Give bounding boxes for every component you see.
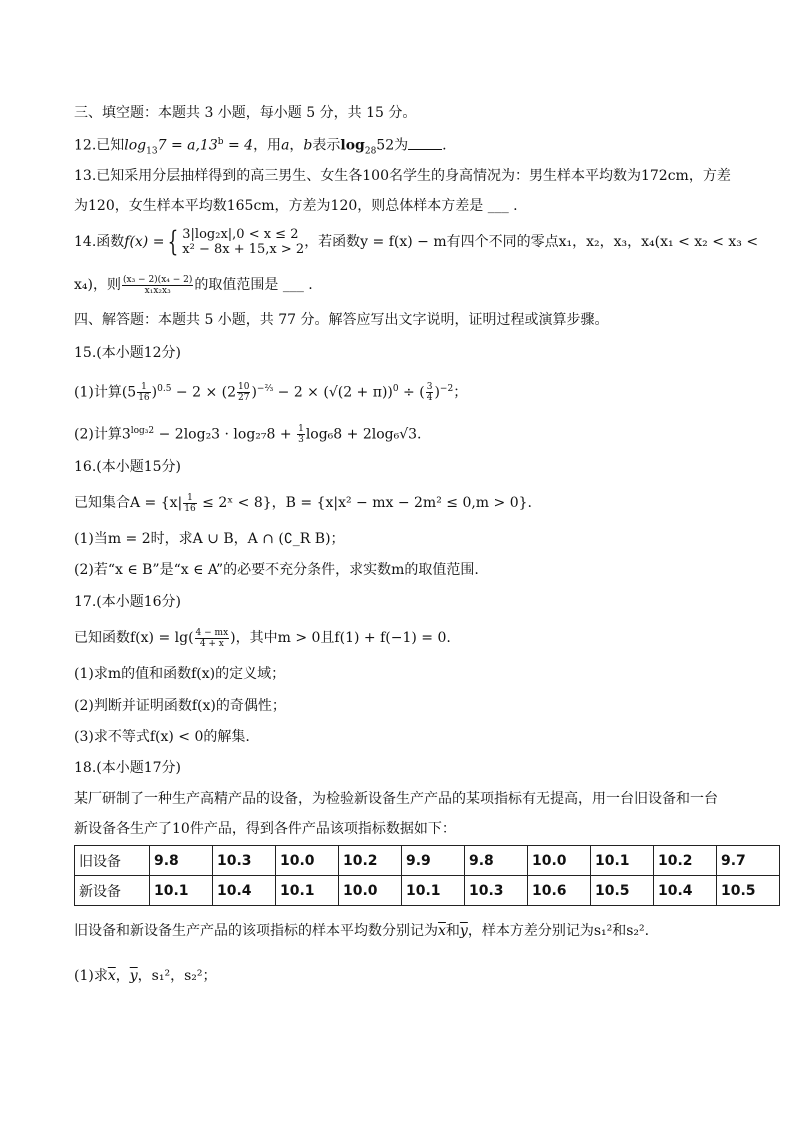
question-18-part-1 — [74, 966, 217, 986]
q12-math: = 4 — [223, 137, 254, 154]
table-cell: 10.5 — [717, 876, 780, 906]
q12-text: 表示 — [312, 137, 341, 154]
q12-math: log — [124, 137, 147, 154]
q18-text: 某厂研制了一种生产高精产品的设备，为检验新设备生产产品的某项指标有无提高，用一台旧设备和一台 — [74, 791, 718, 807]
mean-y: $\overline{y}$ — [129, 968, 138, 984]
question-17-part-3 — [74, 727, 250, 747]
q15-text: ) — [151, 384, 158, 401]
question-12 — [74, 132, 447, 161]
question-17-part-1 — [74, 664, 285, 684]
table-cell: 9.9 — [402, 846, 465, 876]
exponent: log₃2 — [130, 426, 155, 436]
question-number: 12. — [74, 137, 97, 154]
fraction — [195, 628, 230, 649]
denominator: 16 — [138, 393, 150, 404]
table-cell: 10.2 — [654, 846, 717, 876]
q17-title: 17.(本小题16分) — [74, 594, 182, 610]
case-1: 3|log₂x|,0 < x ≤ 2 — [182, 227, 299, 242]
fraction — [137, 382, 150, 403]
q17-text: (3)求不等式f(x) < 0的解集. — [74, 729, 250, 745]
question-17-stem — [74, 623, 451, 653]
question-13-line-1 — [74, 166, 731, 186]
q18-text: (1)求 — [74, 968, 108, 984]
q15-text: (2)计算3 — [74, 426, 131, 443]
fraction — [426, 382, 434, 403]
section-heading-text: 四、解答题：本题共 5 小题，共 77 分。解答应写出文字说明，证明过程或演算步骤。 — [74, 312, 609, 328]
fraction — [183, 493, 196, 514]
q12-math: b — [303, 137, 313, 154]
table-cell: 10.0 — [528, 846, 591, 876]
row-label: 新设备 — [75, 876, 150, 906]
row-label: 旧设备 — [75, 846, 150, 876]
q14-text: 14.函数 — [74, 234, 125, 250]
denominator: 4 + x — [199, 638, 224, 649]
table-cell: 10.1 — [150, 876, 213, 906]
denominator: 27 — [238, 393, 250, 404]
q13-text: 为120，女生样本平均数165cm，方差为120，则总体样本方差是 ___ . — [74, 198, 518, 214]
table-cell: 10.4 — [213, 876, 276, 906]
q15-text: ÷ ( — [398, 384, 425, 401]
case-2: x² − 8x + 15,x > 2 — [182, 242, 305, 257]
q18-text: 和 — [445, 923, 460, 939]
q12-math: log — [340, 137, 365, 154]
q15-text: ) — [434, 384, 440, 401]
denominator: 3 — [298, 435, 304, 446]
q15-text: (1)计算(5 — [74, 384, 137, 401]
q15-text: − 2log₂3 · log₂₇8 + — [154, 426, 297, 443]
table-cell: 10.1 — [402, 876, 465, 906]
q12-sub: 28 — [364, 146, 377, 157]
q15-text: ) — [251, 384, 257, 401]
q15-text: log₆8 + 2log₆√3. — [305, 426, 422, 443]
fraction — [237, 382, 250, 403]
q14-text: ，若函数y = f(x) − m有四个不同的零点x₁，x₂，x₃，x₄(x₁ < x₂ < x₃ < — [304, 234, 759, 250]
table-cell: 10.1 — [591, 846, 654, 876]
q12-sup: b — [217, 137, 224, 147]
question-14-line-2 — [74, 270, 313, 300]
q18-text: ，s₁²，s₂²； — [137, 968, 217, 984]
numerator: 4 − mx — [195, 627, 229, 638]
exponent: 0.5 — [157, 384, 172, 394]
q16-title: 16.(本小题15分) — [74, 459, 182, 475]
equipment-data-table — [74, 845, 780, 906]
question-17-part-2 — [74, 696, 286, 716]
q18-text: ， — [115, 968, 130, 984]
denominator: 16 — [184, 503, 196, 514]
table-cell: 10.3 — [213, 846, 276, 876]
q12-text: ， — [289, 137, 304, 154]
table-cell: 10.1 — [276, 876, 339, 906]
piecewise-cases — [182, 227, 304, 257]
q14-text: 的取值范围是 ___ . — [194, 277, 313, 293]
q12-math: 52 — [376, 137, 395, 154]
numerator: (x₃ − 2)(x₄ − 2) — [122, 274, 193, 285]
q14-text: x₄)，则 — [74, 277, 121, 293]
mean-x: $\overline{x}$ — [107, 968, 116, 984]
q17-text: )，其中m > 0且f(1) + f(−1) = 0. — [230, 630, 451, 646]
numerator: 1 — [183, 493, 196, 504]
table-cell: 10.0 — [339, 876, 402, 906]
table-cell: 9.7 — [717, 846, 780, 876]
question-14-line-1 — [74, 224, 758, 260]
table-cell: 9.8 — [150, 846, 213, 876]
mean-y: $\overline{y}$ — [459, 923, 468, 939]
question-16-part-2 — [74, 560, 479, 580]
q12-sub: 13 — [146, 146, 158, 157]
question-17-title — [74, 592, 181, 612]
question-16-title — [74, 457, 181, 477]
q15-title: 15.(本小题12分) — [74, 345, 182, 361]
q13-text: 13.已知采用分层抽样得到的高三男生、女生各100名学生的身高情况为：男生样本平均数为172cm，方差 — [74, 168, 731, 184]
table-row — [75, 876, 780, 906]
question-18-line-1 — [74, 789, 718, 809]
question-15-part-1 — [74, 374, 467, 404]
table-cell: 10.5 — [591, 876, 654, 906]
q12-math: a — [281, 137, 290, 154]
numerator: 1 — [298, 424, 304, 435]
answer-blank[interactable] — [408, 137, 442, 150]
table-cell: 10.0 — [276, 846, 339, 876]
brace-symbol: { — [168, 225, 179, 258]
section-heading-solutions — [74, 310, 609, 330]
q17-text: (1)求m的值和函数f(x)的定义域； — [74, 666, 286, 682]
question-16-stem — [74, 488, 532, 518]
numerator: 1 — [137, 382, 150, 393]
q12-text: 已知 — [96, 137, 125, 154]
question-13-line-2 — [74, 196, 518, 216]
exponent: −⅔ — [256, 384, 274, 394]
question-18-line-2 — [74, 819, 456, 839]
fraction — [122, 275, 193, 296]
table-cell: 10.4 — [654, 876, 717, 906]
numerator: 10 — [238, 382, 250, 393]
question-18-title — [74, 758, 181, 778]
q16-text: ≤ 2ˣ < 8}，B = {x|x² − mx − 2m² ≤ 0,m > 0}. — [197, 495, 532, 511]
q18-title: 18.(本小题17分) — [74, 760, 182, 776]
q12-text: ，用 — [253, 137, 282, 154]
question-15-title — [74, 343, 181, 363]
denominator: 4 — [426, 393, 433, 404]
q15-text: ； — [453, 384, 468, 401]
q18-text: 新设备各生产了10件产品，得到各件产品该项指标数据如下： — [74, 821, 456, 837]
table-cell: 10.3 — [465, 876, 528, 906]
q17-text: 已知函数f(x) = lg( — [74, 630, 194, 646]
table-cell: 9.8 — [465, 846, 528, 876]
table-cell: 10.2 — [339, 846, 402, 876]
q12-math: 7 = a,13 — [157, 137, 218, 154]
q17-text: (2)判断并证明函数f(x)的奇偶性； — [74, 698, 286, 714]
denominator: x₁x₂x₃ — [144, 285, 171, 296]
fraction — [297, 424, 305, 445]
q16-text: (1)当m = 2时，求A ∪ B，A ∩ (∁_R B)； — [74, 531, 345, 547]
q18-text: ，样本方差分别记为s₁²和s₂². — [467, 923, 650, 939]
exponent: −2 — [439, 384, 454, 394]
q12-text: . — [442, 137, 447, 154]
question-18-after-table — [74, 921, 649, 941]
table-row — [75, 846, 780, 876]
question-15-part-2 — [74, 416, 422, 446]
q16-text: 已知集合A = {x| — [74, 495, 183, 511]
q15-text: − 2 × (√(2 + π)) — [273, 384, 393, 401]
numerator: 3 — [426, 382, 433, 393]
section-heading-text: 三、填空题：本题共 3 小题，每小题 5 分，共 15 分。 — [74, 105, 417, 121]
section-heading-fill-in — [74, 103, 416, 123]
table-cell: 10.6 — [528, 876, 591, 906]
q16-text: (2)若“x ∈ B”是“x ∈ A”的必要不充分条件，求实数m的取值范围. — [74, 562, 479, 578]
q12-text: 为 — [394, 137, 409, 154]
q14-math: f(x) = — [124, 234, 165, 250]
mean-x: $\overline{x}$ — [438, 923, 446, 939]
exponent: 0 — [392, 384, 399, 394]
q15-text: − 2 × (2 — [171, 384, 236, 401]
q18-text: 旧设备和新设备生产产品的该项指标的样本平均数分别记为 — [74, 923, 438, 939]
question-16-part-1 — [74, 529, 345, 549]
